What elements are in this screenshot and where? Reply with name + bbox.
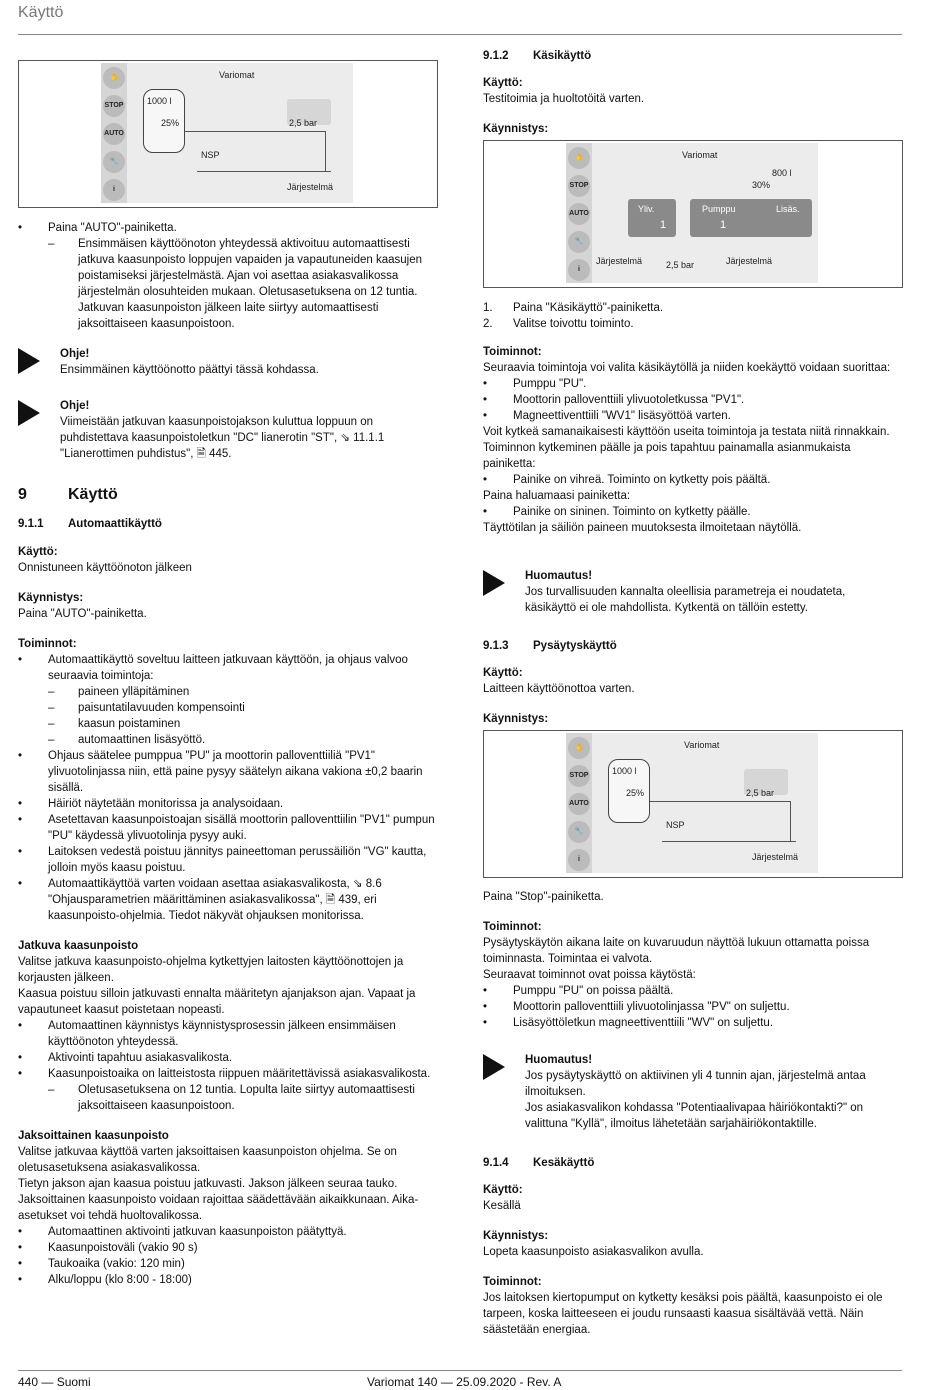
step-text: Valitse toivottu toiminto. <box>513 318 634 330</box>
control-sidebar <box>101 63 127 203</box>
lisas-label: Lisäs. <box>776 204 800 214</box>
text: Lopeta kaasunpoisto asiakasvalikon avulla. <box>483 1246 704 1258</box>
auto-button-icon: AUTO <box>103 123 125 145</box>
note-title: Ohje! <box>60 348 90 360</box>
text: Täyttötilan ja säiliön paineen muutoksesta ilmoitetaan näytöllä. <box>483 522 802 534</box>
hand-icon: ✋ <box>103 67 125 89</box>
bullet: • Kaasunpoistoväli (vakio 90 s) <box>18 1240 438 1256</box>
wrench-icon: 🔧 <box>568 231 590 253</box>
vessel-capacity: 1000 l <box>147 96 172 106</box>
dash-item: – paineen ylläpitäminen <box>18 684 438 700</box>
bullet: • Aktivointi tapahtuu asiakasvalikosta. <box>18 1050 438 1066</box>
subsection-number: 9.1.1 <box>18 518 44 530</box>
bullet: • Alku/loppu (klo 8:00 - 18:00) <box>18 1272 438 1288</box>
label: Käyttö: <box>483 667 523 679</box>
yliv-label: Yliv. <box>638 204 655 214</box>
manual-mode-figure <box>483 140 903 288</box>
label: Käynnistys: <box>483 1230 549 1242</box>
text: Seuraavat toiminnot ovat poissa käytöstä: <box>483 969 696 981</box>
text: Jos laitoksen kiertopumput on kytketty kesäksi pois päältä, kaasunpoisto ei ole tarpeen, koska laitteeseen ei joudu runsaasti kaasua sisältävää vettä. Näin säästetään energiaa. <box>483 1292 883 1336</box>
paragraph-heading: Jatkuva kaasunpoisto <box>18 940 139 952</box>
system-label: Järjestelmä <box>752 852 799 862</box>
arrow-icon <box>483 1054 505 1080</box>
subsection-title: Automaattikäyttö <box>68 518 162 530</box>
label: Toiminnot: <box>483 921 542 933</box>
bullet: • Laitoksen vedestä poistuu jännitys paineettoman perussäiliön "VG" kautta, jolloin myös kaasu poistuu. <box>18 844 438 876</box>
subsection-title: Pysäytyskäyttö <box>533 640 617 652</box>
dash-item: – Oletusasetuksena on 12 tuntia. Lopulta laite siirtyy automaattisesti jaksoittaiseen kaasunpoistoon. <box>18 1082 438 1114</box>
fig-title: Variomat <box>219 70 255 80</box>
nsp-label: NSP <box>201 150 220 160</box>
subsection-title: Käsikäyttö <box>533 50 592 62</box>
header-divider <box>18 34 902 35</box>
info-icon: i <box>568 849 590 871</box>
bullet: • Kaasunpoistoaika on laitteistosta riippuen määritettävissä asiakasvalikosta. <box>18 1066 438 1082</box>
subsection-heading <box>483 48 903 64</box>
stop-button-icon: STOP <box>103 95 125 117</box>
system-label: Järjestelmä <box>726 256 773 266</box>
wrench-icon: 🔧 <box>568 821 590 843</box>
text: Kaasua poistuu silloin jatkuvasti ennalta määritetyn ajanjakson ajan. Vapaat ja vapautuneet kaasut poistetaan nopeasti. <box>18 988 416 1016</box>
arrow-icon <box>483 570 505 596</box>
label: Käynnistys: <box>483 123 549 135</box>
subsection-number: 9.1.4 <box>483 1157 509 1169</box>
footer-page: 440 — Suomi <box>18 1375 91 1389</box>
subsection-number: 9.1.2 <box>483 50 509 62</box>
bullet: • Automaattinen käynnistys käynnistysprosessin jälkeen ensimmäisen käyttöönoton yhteydessä. <box>18 1018 438 1050</box>
auto-button-icon: AUTO <box>568 793 590 815</box>
pressure-value: 2,5 bar <box>289 118 318 128</box>
arrow-icon <box>18 348 40 374</box>
step-number: 1. <box>483 302 493 314</box>
stop-mode-figure <box>483 730 903 878</box>
info-icon: i <box>103 179 125 201</box>
text: Laitteen käyttöönottoa varten. <box>483 683 635 695</box>
section-title: Käyttö <box>68 486 118 503</box>
text: Voit kytkeä samanaikaisesti käyttöön useita toimintoja ja testata niitä rinnakkain. Toiminnon kytkeminen päälle ja pois tapahtuu painamalla asianmukaista painiketta: <box>483 426 890 470</box>
step-text: Paina "Käsikäyttö"-painiketta. <box>513 302 664 314</box>
text: Paina haluamaasi painiketta: <box>483 490 631 502</box>
text: Valitse jatkuvaa käyttöä varten jaksoittaisen kaasunpoiston ohjelma. Se on oletusasetuksena asiakasvalikossa. <box>18 1146 397 1174</box>
vessel-level: 25% <box>626 788 645 798</box>
bullet: • Taukoaika (vakio: 120 min) <box>18 1256 438 1272</box>
note-text: Jos turvallisuuden kannalta oleellisia parametreja ei noudateta, käsikäyttö ei ole mahdollista. Kytkentä on tällöin estetty. <box>525 586 846 614</box>
note-title: Huomautus! <box>525 570 593 582</box>
label: Käynnistys: <box>18 592 84 604</box>
note-text: Ensimmäinen käyttöönotto päättyi tässä kohdassa. <box>60 364 319 376</box>
label: Käyttö: <box>483 77 523 89</box>
wrench-icon: 🔧 <box>103 151 125 173</box>
text: Paina "AUTO"-painiketta. <box>18 608 147 620</box>
pipe-line <box>185 131 326 172</box>
pressure-value: 2,5 bar <box>666 260 695 270</box>
bullet: • Pumppu "PU" on poissa päältä. <box>483 983 903 999</box>
vessel-capacity: 1000 l <box>612 766 637 776</box>
bullet: • Painike on sininen. Toiminto on kytketty päälle. <box>483 504 903 520</box>
footer-doc: Variomat 140 — 25.09.2020 - Rev. A <box>367 1375 562 1389</box>
dash-item: – kaasun poistaminen <box>18 716 438 732</box>
subsection-number: 9.1.3 <box>483 640 509 652</box>
note-text: Jos pysäytyskäyttö on aktiivinen yli 4 tunnin ajan, järjestelmä antaa ilmoituksen. <box>525 1070 866 1098</box>
pressure-value: 2,5 bar <box>746 788 775 798</box>
footer-divider <box>18 1370 902 1371</box>
bullet: • Lisäsyöttöletkun magneettiventtiili "WV" on suljettu. <box>483 1015 903 1031</box>
text: Valitse jatkuva kaasunpoisto-ohjelma kytkettyjen laitosten käyttöönottojen ja korjausten jälkeen. <box>18 956 404 984</box>
label: Käynnistys: <box>483 713 549 725</box>
note-title: Ohje! <box>60 400 90 412</box>
paragraph-heading: Jaksoittainen kaasunpoisto <box>18 1130 169 1142</box>
note-text: Viimeistään jatkuvan kaasunpoistojakson kuluttua loppuun on puhdistettava kaasunpoistoletkun "DC" lianerotin "ST", ⇘ 11.1.1 "Lianerottimen puhdistus", 🗎 445. <box>60 416 385 460</box>
hand-icon: ✋ <box>568 737 590 759</box>
bullet: • Paina "AUTO"-painiketta. <box>18 220 438 236</box>
note-title: Huomautus! <box>525 1054 593 1066</box>
bullet: • Painike on vihreä. Toiminto on kytketty pois päältä. <box>483 472 903 488</box>
page-header: Käyttö <box>18 4 64 21</box>
pump-label: Pumppu <box>702 204 736 214</box>
bullet: • Automaattikäyttöä varten voidaan asettaa asiakasvalikosta, ⇘ 8.6 "Ohjausparametrien määrittäminen asiakasvalikossa", 🗎 439, eri kaasunpoisto-ohjelmia. Tiedot näkyvät ohjauksen monitorissa. <box>18 876 438 924</box>
control-sidebar <box>566 733 592 873</box>
arrow-icon <box>18 400 40 426</box>
label: Käyttö: <box>483 1184 523 1196</box>
text: Tietyn jakson ajan kaasua poistuu jatkuvasti. Jakson jälkeen seuraa tauko. Jaksoittainen kaasunpoisto voidaan rajoittaa säädettävään aikaikkunaan. Aika-asetukset voi tehdä huoltovalikossa. <box>18 1178 419 1222</box>
bullet: • Ohjaus säätelee pumppua "PU" ja moottorin palloventtiiliä "PV1" ylivuotolinjassa niin, että paine pysyy säätelyn aikana vakiona ±0,2 baarin sisällä. <box>18 748 438 796</box>
text: Kesällä <box>483 1200 521 1212</box>
pipe-line <box>650 801 791 842</box>
bullet: • Automaattinen aktivointi jatkuvan kaasunpoiston päätyttyä. <box>18 1224 438 1240</box>
stop-button-icon: STOP <box>568 765 590 787</box>
note-text: Jos asiakasvalikon kohdassa "Potentiaalivapaa häiriökontakti?" on valittuna "Kyllä", ilmoitus lähetetään sarjahäiriökontaktille. <box>525 1102 864 1130</box>
label: Toiminnot: <box>483 346 542 358</box>
hand-icon: ✋ <box>568 147 590 169</box>
subsection-heading <box>483 1155 903 1171</box>
label: Toiminnot: <box>18 638 77 650</box>
auto-button-icon: AUTO <box>568 203 590 225</box>
section-heading <box>18 487 118 504</box>
step <box>483 316 903 332</box>
bullet: • Häiriöt näytetään monitorissa ja analysoidaan. <box>18 796 438 812</box>
vessel-level: 30% <box>752 180 771 190</box>
dash-item: – automaattinen lisäsyöttö. <box>18 732 438 748</box>
subsection-heading <box>483 638 903 654</box>
pipe-line-lower <box>197 171 331 172</box>
label: Toiminnot: <box>483 1276 542 1288</box>
subsection-title: Kesäkäyttö <box>533 1157 595 1169</box>
nsp-label: NSP <box>666 820 685 830</box>
control-sidebar <box>566 143 592 283</box>
system-label: Järjestelmä <box>596 256 643 266</box>
info-icon: i <box>568 259 590 281</box>
auto-mode-figure <box>18 60 438 208</box>
stop-button-icon: STOP <box>568 175 590 197</box>
fig-title: Variomat <box>684 740 720 750</box>
fig-title: Variomat <box>682 150 718 160</box>
bullet: • Moottorin palloventtiili ylivuotoletkussa "PV1". <box>483 392 903 408</box>
dash-item: – Ensimmäisen käyttöönoton yhteydessä aktivoituu automaattisesti jatkuva kaasunpoisto loppujen vapaiden ja vapautuneiden kaasujen poistamiseksi järjestelmästä. Ajan voi asettaa asiakasvalikossa järjestelmän olosuhteiden mukaan. Oletusasetuksena on 12 tuntia. Jatkuvan kaasunpoiston jälkeen laite siirtyy automaattisesti jaksoittaiseen kaasunpoistoon. <box>18 236 438 332</box>
text: Paina "Stop"-painiketta. <box>483 891 604 903</box>
bullet: • Automaattikäyttö soveltuu laitteen jatkuvaan käyttöön, ja ohjaus valvoo seuraavia toimintoja: <box>18 652 438 684</box>
step <box>483 300 903 316</box>
system-label: Järjestelmä <box>287 182 334 192</box>
vessel-level: 25% <box>161 118 180 128</box>
subsection-heading <box>18 516 438 532</box>
text: Seuraavia toimintoja voi valita käsikäytöllä ja niiden koekäyttö voidaan suorittaa: <box>483 362 891 374</box>
bullet: • Pumppu "PU". <box>483 376 903 392</box>
bullet: • Moottorin palloventtiili ylivuotolinjassa "PV" on suljettu. <box>483 999 903 1015</box>
yliv-number: 1 <box>660 219 667 231</box>
text: Pysäytyskäytön aikana laite on kuvaruudun näyttöä lukuun ottamatta poissa toiminnasta. Toimintaa ei valvota. <box>483 937 870 965</box>
dash-item: – paisuntatilavuuden kompensointi <box>18 700 438 716</box>
pump-number: 1 <box>720 219 727 231</box>
label: Käyttö: <box>18 546 58 558</box>
step-number: 2. <box>483 318 493 330</box>
section-number: 9 <box>18 486 27 503</box>
pipe-line-lower <box>662 841 796 842</box>
text: Onnistuneen käyttöönoton jälkeen <box>18 562 192 574</box>
text: Testitoimia ja huoltotöitä varten. <box>483 93 645 105</box>
bullet: • Asetettavan kaasunpoistoajan sisällä moottorin palloventtiilin "PV1" pumpun "PU" käydessä ylivuotolinja pysyy auki. <box>18 812 438 844</box>
bullet: • Magneettiventtiili "WV1" lisäsyöttöä varten. <box>483 408 903 424</box>
vessel-capacity: 800 l <box>772 168 792 178</box>
